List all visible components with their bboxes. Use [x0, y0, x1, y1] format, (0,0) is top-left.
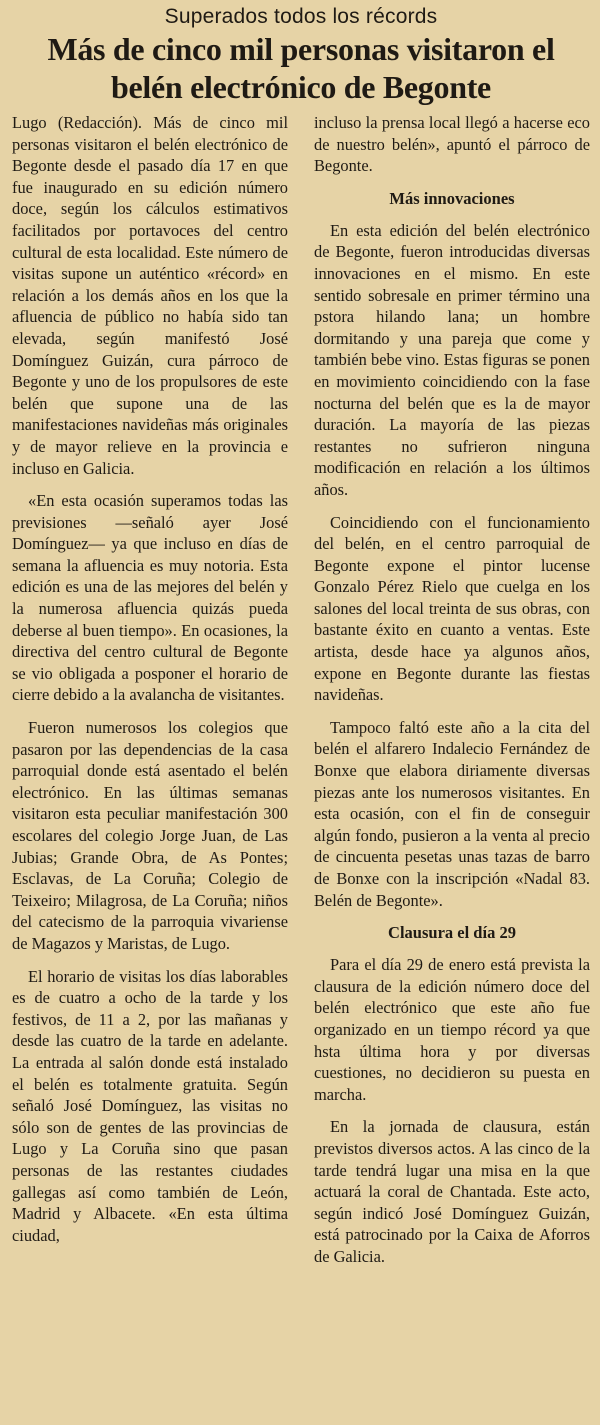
left-column: [12, 112, 288, 1279]
subheading: Clausura el día 29: [388, 923, 516, 943]
paragraph: En esta edición del belén electrónico de Begonte, fueron introducidas diversas innovaciones en el mismo. En este sentido sobresale en primer término una pstora hilando lana; un hombre dormitando y una pareja que come y también bebe vino. Estas figuras se ponen en movimiento coincidiendo con la fase nocturna del belén que es la de mayor duración. La mayoría de las piezas restantes no sufrieron ninguna modificación en relación a los últimos años.: [314, 220, 590, 499]
kicker: Superados todos los récords: [164, 5, 438, 28]
paragraph: Coincidiendo con el funcionamiento del belén, en el centro parroquial de Begonte expone el pintor lucense Gonzalo Pérez Rielo que cuelga en los salones del local treinta de sus obras, con bastante éxito en cuanto a ventas. Este artista, desde hace ya algunos años, expone en Begonte durante las fiestas navideñas.: [314, 512, 590, 705]
headline: Más de cinco mil personas visitaron el belén electrónico de Begonte: [47, 31, 555, 105]
paragraph: «En esta ocasión superamos todas las previsiones —señaló ayer José Domínguez— ya que incluso en días de semana la afluencia es muy notoria. Esta edición es una de las mejores del belén y la numerosa afluencia quizás pueda deberse al buen tiempo». En ocasiones, la directiva del centro cultural de Begonte se vio obligada a posponer el horario de cierre debido a la avalancha de visitantes.: [12, 491, 288, 705]
paragraph: En la jornada de clausura, están previstos diversos actos. A las cinco de la tarde tendrá lugar una misa en la que actuará la coral de Chantada. Este acto, según indicó José Domínguez Guizán, está patrocinado por la Caixa de Aforros de Galicia.: [314, 1117, 590, 1266]
paragraph: El horario de visitas los días laborables es de cuatro a ocho de la tarde y los festivos, de 11 a 2, por las mañanas y desde las cuatro de la tarde en adelante. La entrada al salón donde está instalado el belén es totalmente gratuita. Según señaló José Domínguez, las visitas no sólo son de gentes de las provincias de Lugo y La Coruña sino que pasan personas de las restantes ciudades gallegas así como también de León, Madrid y Albacete. «En esta última ciudad,: [12, 966, 288, 1245]
subheading: Más innovaciones: [389, 188, 515, 208]
paragraph-continued: incluso la prensa local llegó a hacerse eco de nuestro belén», apuntó el párroco de Begonte.: [314, 113, 590, 176]
paragraph: Tampoco faltó este año a la cita del belén el alfarero Indalecio Fernández de Bonxe que elabora diriamente diversas piezas ante los numerosos visitantes. En esta ocasión, con el fin de conseguir algún fondo, pusieron a la venta al precio de cincuenta pesetas unas tazas de barro de Bonxe con la inscripción «Nadal 83. Belén de Begonte».: [314, 717, 590, 910]
paragraph: Para el día 29 de enero está prevista la clausura de la edición número doce del belén electrónico que este año fue organizado en un tiempo récord ya que hsta última hora y por diversas cuestiones, no decidieron su puesta en marcha.: [314, 955, 590, 1104]
paragraph: Fueron numerosos los colegios que pasaron por las dependencias de la casa parroquial donde está asentado el belén electrónico. En las últimas semanas visitaron esta peculiar manifestación 300 escolares del colegio Jorge Juan, de Las Jubias; Grande Obra, de As Pontes; Esclavas, de La Coruña; Colegio de Teixeiro; Milagrosa, de La Coruña; niños del catecismo de la parroquia vivariense de Magazos y Maristas, de Lugo.: [12, 718, 288, 953]
paragraph: Lugo (Redacción). Más de cinco mil personas visitaron el belén electrónico de Begonte desde el pasado día 17 en que fue inaugurado en su edición número doce, según los cálculos estimativos facilitados por portavoces del centro cultural de esta localidad. Este número de visitas supone un auténtico «récord» en relación a los demás años en los que la afluencia de público no había sido tan elevada, según manifestó José Domínguez Guizán, cura párroco de Begonte y uno de los propulsores de este belén que supone una de las manifestaciones navideñas más originales y de mayor relieve en la provincia e incluso en Galicia.: [12, 113, 288, 478]
article-body: [12, 112, 590, 1279]
right-column: [314, 112, 590, 1279]
